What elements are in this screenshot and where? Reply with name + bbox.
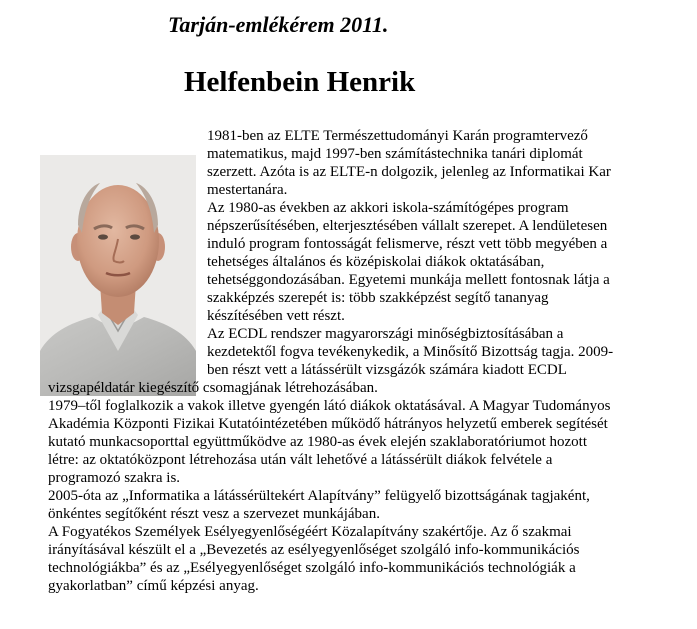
bio-line: gyakorlatban” című képzési anyag. (48, 578, 259, 594)
bio-line: Az 1980-as években az akkori iskola-számítógépes program (207, 200, 569, 216)
bio-line: kezdetektől fogva tevékenykedik, a Minősítő Bizottság tagja. 2009- (207, 344, 614, 360)
bio-line: létre: az oktatóközpont létrehozása után vált lehetővé a látássérült diákok felvétele a (48, 452, 553, 468)
bio-line: szerzett. Azóta is az ELTE-n dolgozik, jelenleg az Informatikai Kar (207, 164, 611, 180)
bio-line: készítésében vett részt. (207, 308, 345, 324)
bio-line: népszerűsítésében, elterjesztésében vállalt szerepet. A lendületesen (207, 218, 608, 234)
bio-line: 2005-óta az „Informatika a látássérültekért Alapítvány” felügyelő bizottságának tagjaként, (48, 488, 590, 504)
bio-line: vizsgapéldatár kiegészítő csomagjának létrehozásában. (48, 380, 378, 396)
bio-line: 1979–től foglalkozik a vakok illetve gyengén látó diákok oktatásával. A Magyar Tudományos (48, 398, 611, 414)
bio-line: önkéntes segítőként részt vesz a szervezet munkájában. (48, 506, 380, 522)
person-name: Helfenbein Henrik (184, 66, 416, 98)
bio-line: kutató munkacsoporttal együttműködve az 1980-as évek elején szaklaboratóriumot hozott (48, 434, 588, 450)
bio-line: technológiákba” és az „Esélyegyenlőséget szolgáló info-kommunikációs technológiák a (48, 560, 576, 576)
bio-line: programozó szakra is. (48, 470, 181, 486)
bio-line: tehetséggondozásában. Egyetemi munkája mellett fontosnak látja a (207, 272, 610, 288)
bio-line: Az ECDL rendszer magyarországi minőségbiztosításában a (207, 326, 564, 342)
bio-line: Akadémia Központi Fizikai Kutatóintézetében működő hátrányos helyzetű emberek segítését (48, 416, 608, 432)
bio-line: ben részt vett a látássérült vizsgázók számára kiadott ECDL (207, 362, 567, 378)
bio-line: A Fogyatékos Személyek Esélyegyenlőségéért Közalapítvány szakértője. Az ő szakmai (48, 524, 572, 540)
bio-line: tehetséges általános és középiskolai diákok oktatásában, (207, 254, 545, 270)
portrait-photo (40, 155, 196, 396)
bio-line: 1981-ben az ELTE Természettudományi Karán programtervező (207, 128, 588, 144)
bio-line: mestertanára. (207, 182, 288, 198)
portrait-photo-icon (40, 155, 196, 396)
bio-line: szakképzés szerepét is: több szakképzést segítő tananyag (207, 290, 549, 306)
bio-line: induló program fontosságát felismerve, részt vett több megyében a (207, 236, 608, 252)
bio-line: matematikus, majd 1997-ben számítástechnika tanári diplomát (207, 146, 583, 162)
bio-line: irányításával készült el a „Bevezetés az esélyegyenlőséget szolgáló info-kommunikációs (48, 542, 580, 558)
award-title: Tarján-emlékérem 2011. (168, 12, 389, 37)
